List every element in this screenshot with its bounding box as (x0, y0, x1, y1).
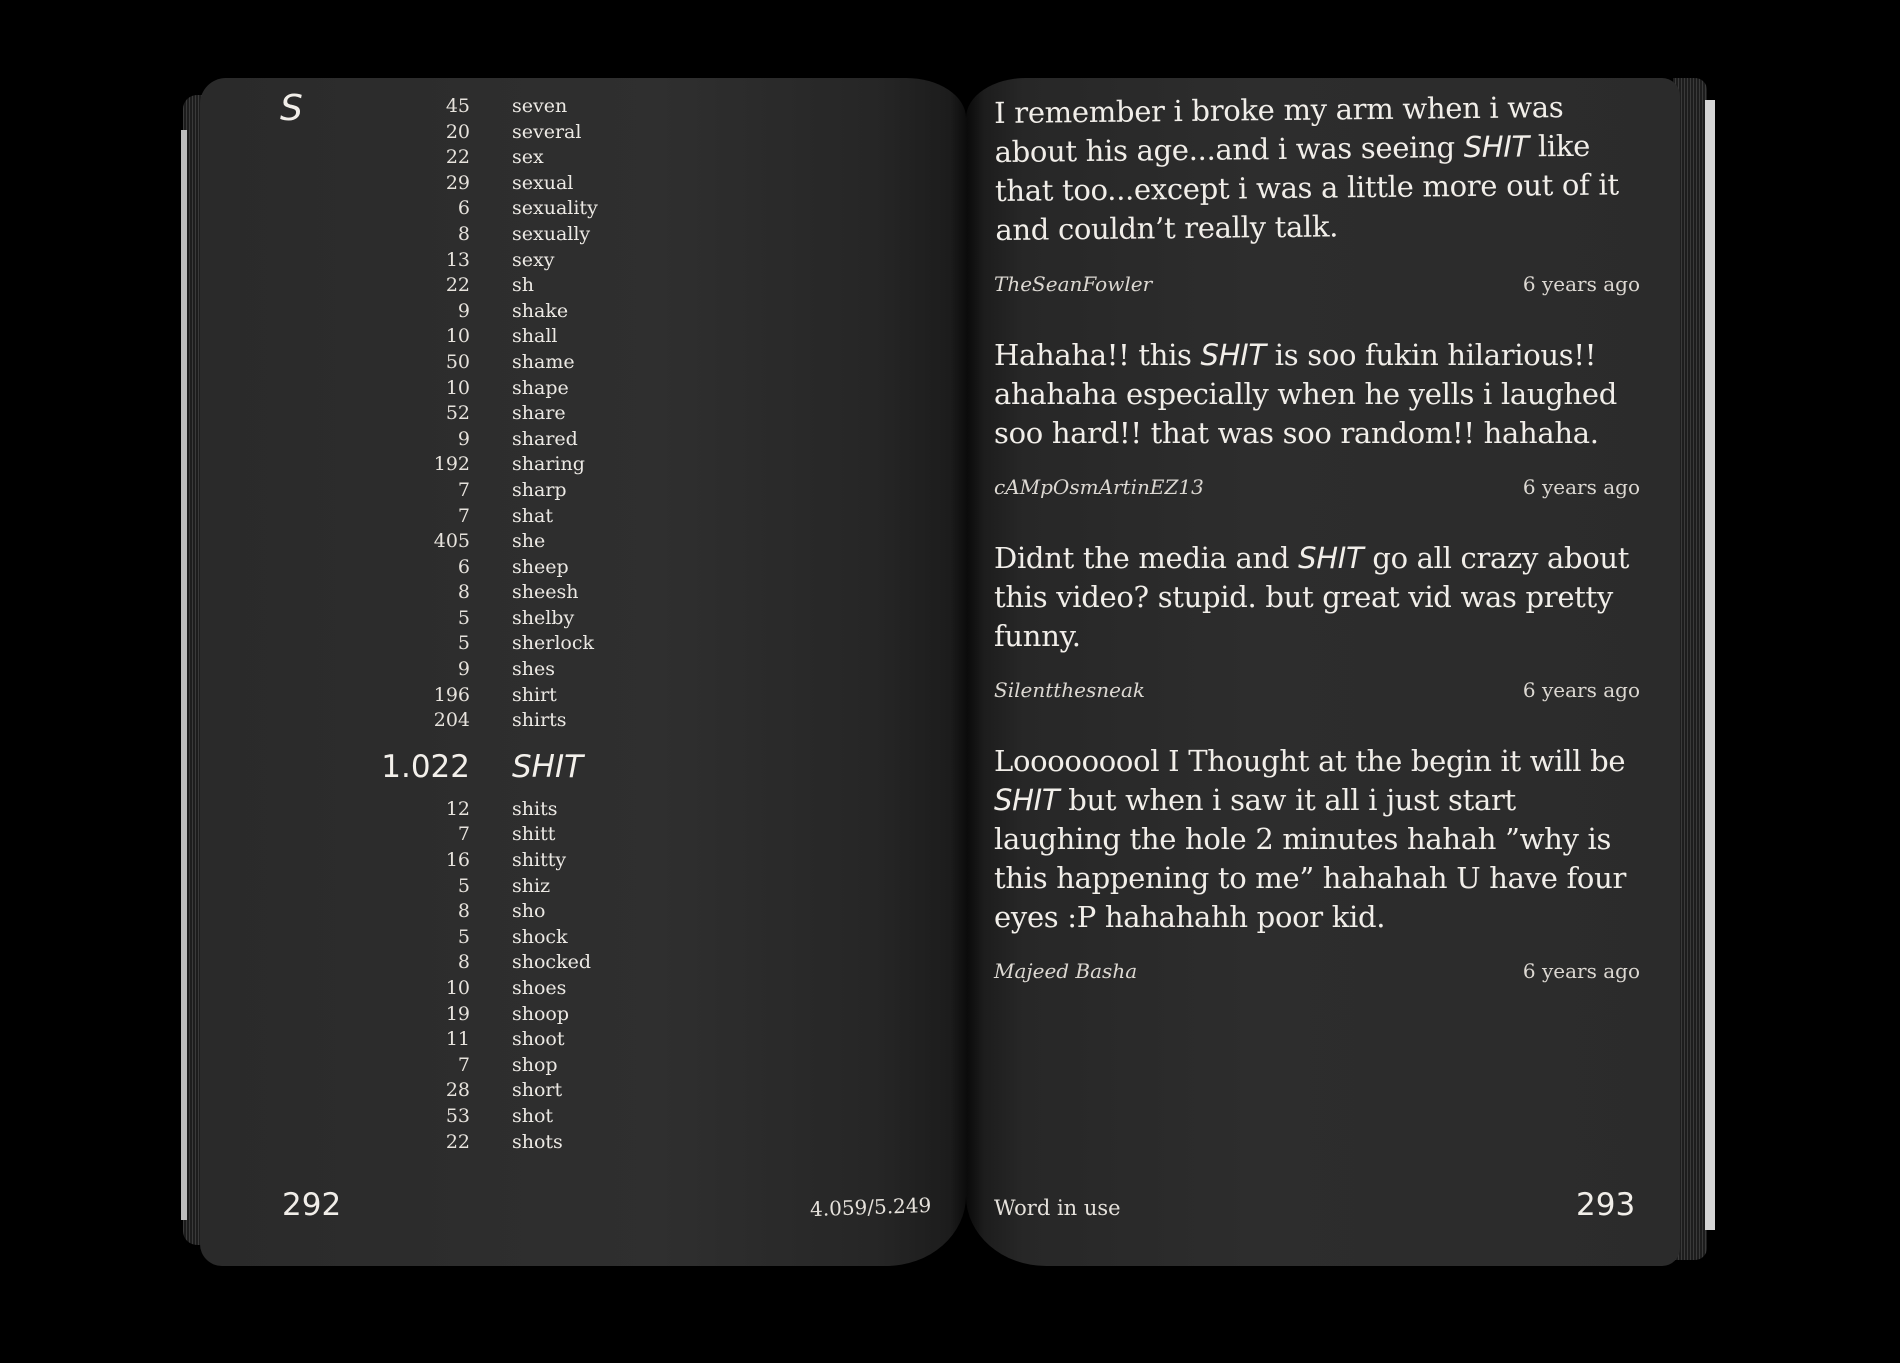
index-word: shot (512, 1104, 554, 1127)
index-row (380, 925, 800, 951)
index-row (380, 273, 800, 299)
index-count: 8 (457, 222, 470, 245)
index-word: sherlock (512, 632, 594, 655)
comment-text (994, 336, 1640, 453)
index-row (380, 145, 800, 171)
index-word: shocked (512, 951, 591, 974)
index-word: shirt (512, 683, 557, 706)
index-count: 8 (457, 951, 470, 974)
index-word: shake (512, 299, 569, 322)
index-word: sex (512, 146, 544, 169)
index-row (380, 899, 800, 925)
index-count: 13 (445, 248, 470, 271)
index-row (380, 478, 800, 504)
index-word: sexual (512, 171, 574, 194)
left-cover-edge (181, 130, 187, 1220)
index-row (380, 1104, 800, 1130)
index-row (380, 248, 800, 274)
index-count: 8 (457, 900, 470, 923)
comment-list (994, 90, 1640, 1023)
index-row (380, 350, 800, 376)
comment (994, 90, 1640, 296)
index-row (380, 950, 800, 976)
index-word: shoes (512, 977, 567, 999)
index-word: shame (512, 350, 575, 373)
comment-timestamp: 6 years ago (1522, 959, 1640, 983)
comment (994, 742, 1640, 983)
index-count: 12 (445, 797, 470, 820)
keyword-highlight: SHIT (1298, 541, 1364, 575)
index-row (380, 1130, 800, 1156)
index-row (380, 874, 800, 900)
index-count: 10 (445, 977, 470, 999)
comment-text-part: Hahaha!! this (994, 338, 1201, 372)
index-word: shits (512, 797, 558, 820)
index-row (380, 222, 800, 248)
index-row (380, 401, 800, 427)
word-index (380, 94, 800, 1155)
index-count: 6 (457, 555, 470, 578)
index-row (380, 631, 800, 657)
index-word: sheep (512, 555, 569, 578)
index-row (380, 171, 800, 197)
comment-meta (994, 678, 1640, 702)
comment (994, 336, 1640, 499)
index-count: 20 (445, 120, 470, 143)
index-word: shoot (512, 1028, 565, 1051)
index-count: 7 (457, 478, 470, 501)
index-word: shoop (512, 1002, 570, 1025)
index-word: shock (512, 925, 568, 948)
index-word: sexuality (512, 197, 598, 220)
comment-text (994, 87, 1642, 250)
index-row (380, 94, 800, 120)
index-word: sharp (512, 478, 567, 501)
page-number-left: 292 (282, 1187, 342, 1223)
comment-author: cAMpOsmArtinEZ13 (994, 475, 1204, 499)
index-count: 192 (433, 453, 470, 476)
index-count: 11 (445, 1028, 470, 1051)
index-word: sh (512, 274, 534, 297)
index-count: 45 (445, 95, 470, 117)
index-row (380, 606, 800, 632)
word-ratio: 4.059/5.249 (809, 1192, 932, 1222)
comment-text-part: go all crazy about this video? stupid. but great vid was pretty funny. (994, 541, 1630, 653)
index-word: shes (512, 658, 555, 681)
index-word: she (512, 530, 546, 553)
index-word: shitt (512, 823, 556, 846)
index-row (380, 1002, 800, 1028)
comment (994, 539, 1640, 702)
comment-author: Majeed Basha (994, 959, 1138, 983)
index-count: 22 (445, 1130, 470, 1153)
section-letter: S (280, 88, 303, 129)
index-row (380, 657, 800, 683)
comment-timestamp: 6 years ago (1522, 678, 1640, 702)
index-row (380, 1053, 800, 1079)
index-count: 28 (445, 1079, 470, 1102)
comment-text-part: Didnt the media and (994, 541, 1299, 575)
index-count: 8 (457, 581, 470, 604)
comment-text (994, 539, 1640, 656)
index-word: SHIT (512, 748, 584, 785)
index-count: 1.022 (381, 748, 470, 785)
footer-label: Word in use (994, 1196, 1121, 1220)
index-row (380, 529, 800, 555)
index-word: shirts (512, 709, 567, 732)
index-count: 7 (457, 504, 470, 527)
index-count: 6 (457, 197, 470, 220)
index-count: 16 (445, 849, 470, 872)
index-count: 204 (433, 709, 470, 732)
index-row (380, 848, 800, 874)
index-count: 9 (457, 658, 470, 681)
index-row (380, 797, 800, 823)
index-row (380, 504, 800, 530)
keyword-highlight: SHIT (994, 783, 1060, 817)
comment-text-part: is soo fukin hilarious!! ahahaha especially when he yells i laughed soo hard!! that was soo random!! hahaha. (994, 338, 1618, 450)
comment-text (994, 742, 1640, 937)
book-gutter (950, 78, 984, 1266)
comment-meta (994, 272, 1640, 296)
index-word: shape (512, 376, 569, 399)
index-count: 22 (445, 146, 470, 169)
index-row (380, 1078, 800, 1104)
comment-text-part: I remember i broke my arm when i was about his age...and i was seeing (994, 90, 1564, 169)
index-row (380, 580, 800, 606)
index-word: short (512, 1079, 563, 1102)
index-word: shared (512, 427, 578, 450)
index-word: seven (512, 95, 568, 117)
index-row (380, 120, 800, 146)
index-row (380, 683, 800, 709)
index-word: several (512, 120, 582, 143)
comment-text-part: but when i saw it all i just start laughing the hole 2 minutes hahah ”why is this happening to me” hahahah U have four eyes :P hahahahh poor kid. (994, 783, 1627, 934)
index-word: shitty (512, 849, 567, 872)
index-count: 405 (433, 530, 470, 553)
index-count: 9 (457, 299, 470, 322)
index-word: shat (512, 504, 553, 527)
index-word: shall (512, 325, 558, 348)
keyword-highlight: SHIT (1200, 338, 1266, 372)
index-word: sexy (512, 248, 555, 271)
index-row (380, 299, 800, 325)
index-row (380, 555, 800, 581)
page-number-right: 293 (1576, 1187, 1636, 1223)
index-count: 9 (457, 427, 470, 450)
index-count: 5 (457, 874, 470, 897)
index-count: 22 (445, 274, 470, 297)
index-word: sexually (512, 222, 591, 245)
index-row (380, 427, 800, 453)
index-count: 7 (457, 823, 470, 846)
comment-meta (994, 959, 1640, 983)
index-row (380, 376, 800, 402)
comment-author: TheSeanFowler (994, 272, 1153, 296)
index-word: shiz (512, 874, 551, 897)
index-word: share (512, 402, 566, 425)
index-row (380, 976, 800, 1002)
right-cover-edge (1705, 100, 1715, 1230)
comment-timestamp: 6 years ago (1522, 475, 1640, 499)
index-count: 196 (433, 683, 470, 706)
index-row (380, 324, 800, 350)
keyword-highlight: SHIT (1463, 129, 1530, 165)
index-count: 7 (457, 1053, 470, 1076)
index-word: sho (512, 900, 546, 923)
comment-author: Silentthesneak (994, 678, 1146, 702)
index-word: sharing (512, 453, 585, 476)
index-count: 10 (445, 325, 470, 348)
index-count: 5 (457, 632, 470, 655)
index-row (380, 708, 800, 734)
index-count: 19 (445, 1002, 470, 1025)
index-row (380, 822, 800, 848)
index-row (380, 196, 800, 222)
index-count: 5 (457, 606, 470, 629)
index-row-highlight (380, 738, 800, 796)
index-count: 29 (445, 171, 470, 194)
index-row (380, 1027, 800, 1053)
index-count: 50 (445, 350, 470, 373)
comment-meta (994, 475, 1640, 499)
comment-timestamp: 6 years ago (1522, 272, 1640, 296)
index-count: 52 (445, 402, 470, 425)
index-word: shots (512, 1130, 563, 1153)
comment-text-part: Looooooool I Thought at the begin it will be (994, 744, 1626, 778)
index-word: sheesh (512, 581, 579, 604)
index-word: shelby (512, 606, 575, 629)
index-count: 10 (445, 376, 470, 399)
index-row (380, 452, 800, 478)
index-count: 5 (457, 925, 470, 948)
comment-text-part: like that too...except i was a little more out of it and couldn’t really talk. (994, 128, 1619, 247)
index-word: shop (512, 1053, 558, 1076)
index-count: 53 (445, 1104, 470, 1127)
